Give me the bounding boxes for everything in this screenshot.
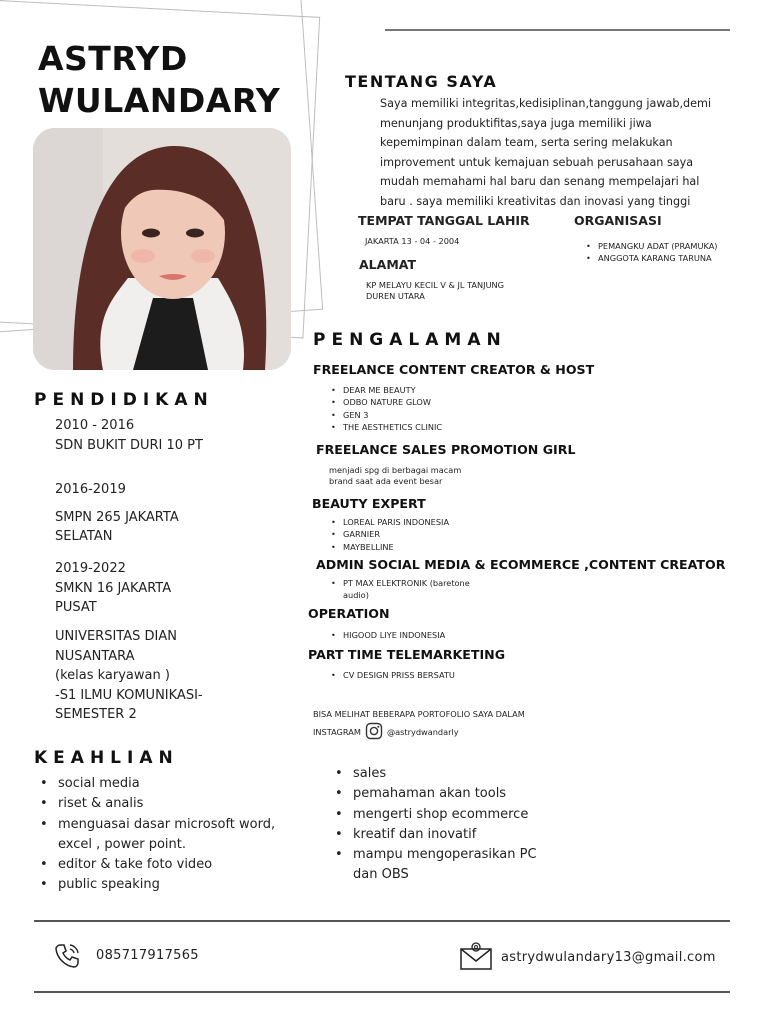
- job-description-line: brand saat ada event besar: [329, 476, 443, 486]
- name-line-2: WULANDARY: [38, 81, 281, 120]
- skill-item: [329, 845, 537, 886]
- skill-text: mampu mengoperasikan PC: [353, 847, 537, 863]
- list-item: • CV DESIGN PRISS BERSATU: [327, 669, 455, 681]
- profile-photo: [33, 128, 291, 370]
- top-divider: [385, 29, 730, 31]
- about-line: baru . saya memiliki kreativitas dan inovasi yang tinggi: [380, 194, 691, 208]
- education-entry: [55, 559, 295, 618]
- skill-text: menguasai dasar microsoft word,: [58, 816, 276, 832]
- list-item: [327, 577, 470, 602]
- about-title: TENTANG SAYA: [345, 72, 498, 91]
- skill-text: dan OBS: [353, 867, 409, 883]
- education-entry: [55, 627, 295, 725]
- about-line: Saya memiliki integritas,kedisiplinan,tanggung jawab,demi: [380, 97, 712, 110]
- skill-item: • kreatif dan inovatif: [329, 825, 537, 845]
- list-item: • MAYBELLINE: [327, 541, 449, 553]
- name-heading: [38, 38, 280, 122]
- list-item: • THE AESTHETICS CLINIC: [327, 421, 442, 433]
- list-item: • ANGGOTA KARANG TARUNA: [582, 252, 717, 264]
- skill-item: • pemahaman akan tools: [329, 784, 537, 804]
- job-list: [327, 669, 455, 681]
- education-program: -S1 ILMU KOMUNIKASI-: [55, 687, 203, 703]
- education-year: 2016-2019: [55, 482, 126, 497]
- portfolio-instagram: [313, 722, 459, 743]
- list-item: • GEN 3: [327, 409, 442, 421]
- education-note: (kelas karyawan ): [55, 668, 170, 683]
- list-item: • DEAR ME BEAUTY: [327, 384, 442, 396]
- education-school: SELATAN: [55, 529, 113, 544]
- about-line: menunjang produktifitas,saya juga memiliki jiwa: [380, 116, 652, 130]
- education-school: SMPN 265 JAKARTA: [55, 509, 179, 525]
- education-school: SMKN 16 JAKARTA: [55, 580, 172, 596]
- skill-item: • public speaking: [34, 875, 275, 895]
- job-title: FREELANCE SALES PROMOTION GIRL: [316, 442, 576, 457]
- skills-list-right: [329, 764, 537, 886]
- about-line: mudah memahami hal baru dan senang mempelajari hal: [380, 175, 700, 189]
- list-item: • GARNIER: [327, 528, 449, 540]
- organisasi-list: [582, 240, 717, 265]
- phone-number[interactable]: 085717917565: [96, 948, 199, 963]
- education-school: UNIVERSITAS DIAN: [55, 629, 177, 644]
- alamat-title: ALAMAT: [359, 257, 416, 272]
- job-title: ADMIN SOCIAL MEDIA & ECOMMERCE ,CONTENT CREATOR: [316, 557, 726, 572]
- job-title: PART TIME TELEMARKETING: [308, 647, 506, 662]
- job-list: [327, 577, 470, 602]
- portrait-illustration: [33, 128, 291, 370]
- email-address[interactable]: astrydwulandary13@gmail.com: [501, 950, 716, 965]
- organisasi-title: ORGANISASI: [574, 213, 662, 228]
- job-description-line: menjadi spg di berbagai macam: [329, 465, 462, 475]
- skills-list-left: [34, 774, 275, 896]
- education-entry: [55, 480, 295, 547]
- alamat-line: DUREN UTARA: [366, 291, 425, 301]
- skill-item: • social media: [34, 774, 275, 794]
- keahlian-title: KEAHLIAN: [34, 748, 179, 768]
- alamat-line: KP MELAYU KECIL V & JL TANJUNG: [366, 280, 505, 290]
- job-title: BEAUTY EXPERT: [312, 496, 426, 511]
- skill-item: • sales: [329, 764, 537, 784]
- education-year: 2010 - 2016: [55, 418, 135, 433]
- job-list: [327, 384, 442, 434]
- list-item: • LOREAL PARIS INDONESIA: [327, 516, 449, 528]
- skill-item: [34, 815, 275, 856]
- education-school: PUSAT: [55, 600, 97, 615]
- name-line-1: ASTRYD: [38, 39, 188, 78]
- education-school: NUSANTARA: [55, 648, 135, 664]
- about-line: kepemimpinan dalam team, serta sering melakukan: [380, 136, 673, 150]
- about-text: [380, 94, 758, 212]
- instagram-handle[interactable]: @astrydwandarly: [386, 727, 459, 737]
- birth-title: TEMPAT TANGGAL LAHIR: [358, 213, 530, 228]
- footer-divider: [34, 920, 730, 922]
- job-title: OPERATION: [308, 606, 390, 621]
- list-item-line: audio): [343, 590, 369, 601]
- skill-item: • mengerti shop ecommerce: [329, 805, 537, 825]
- education-school: SDN BUKIT DURI 10 PT: [55, 437, 203, 453]
- skill-text: excel , power point.: [58, 836, 186, 852]
- list-item: • PEMANGKU ADAT (PRAMUKA): [582, 240, 717, 252]
- job-description: [329, 465, 461, 487]
- alamat-text: [366, 280, 504, 302]
- bottom-divider: [34, 991, 730, 993]
- education-entry: [55, 416, 295, 455]
- phone-icon: [52, 941, 82, 975]
- pengalaman-title: PENGALAMAN: [313, 330, 507, 350]
- skill-item: • editor & take foto video: [34, 855, 275, 875]
- skill-item: • riset & analis: [34, 794, 275, 814]
- education-semester: SEMESTER 2: [55, 707, 137, 722]
- instagram-icon: [365, 722, 383, 743]
- instagram-label: INSTAGRAM: [313, 727, 361, 737]
- portfolio-text: BISA MELIHAT BEBERAPA PORTOFOLIO SAYA DALAM: [313, 709, 525, 719]
- list-item-line: PT MAX ELEKTRONIK (baretone: [343, 578, 470, 588]
- pendidikan-title: PENDIDIKAN: [34, 390, 214, 410]
- job-list: [327, 629, 445, 641]
- list-item: • ODBO NATURE GLOW: [327, 396, 442, 408]
- list-item: • HIGOOD LIYE INDONESIA: [327, 629, 445, 641]
- job-title: FREELANCE CONTENT CREATOR & HOST: [313, 362, 595, 377]
- job-list: [327, 516, 449, 553]
- education-year: 2019-2022: [55, 561, 126, 576]
- about-line: improvement untuk kemajuan sebuah perusahaan saya: [380, 155, 694, 169]
- birth-value: JAKARTA 13 - 04 - 2004: [365, 236, 460, 246]
- email-icon: [459, 941, 493, 975]
